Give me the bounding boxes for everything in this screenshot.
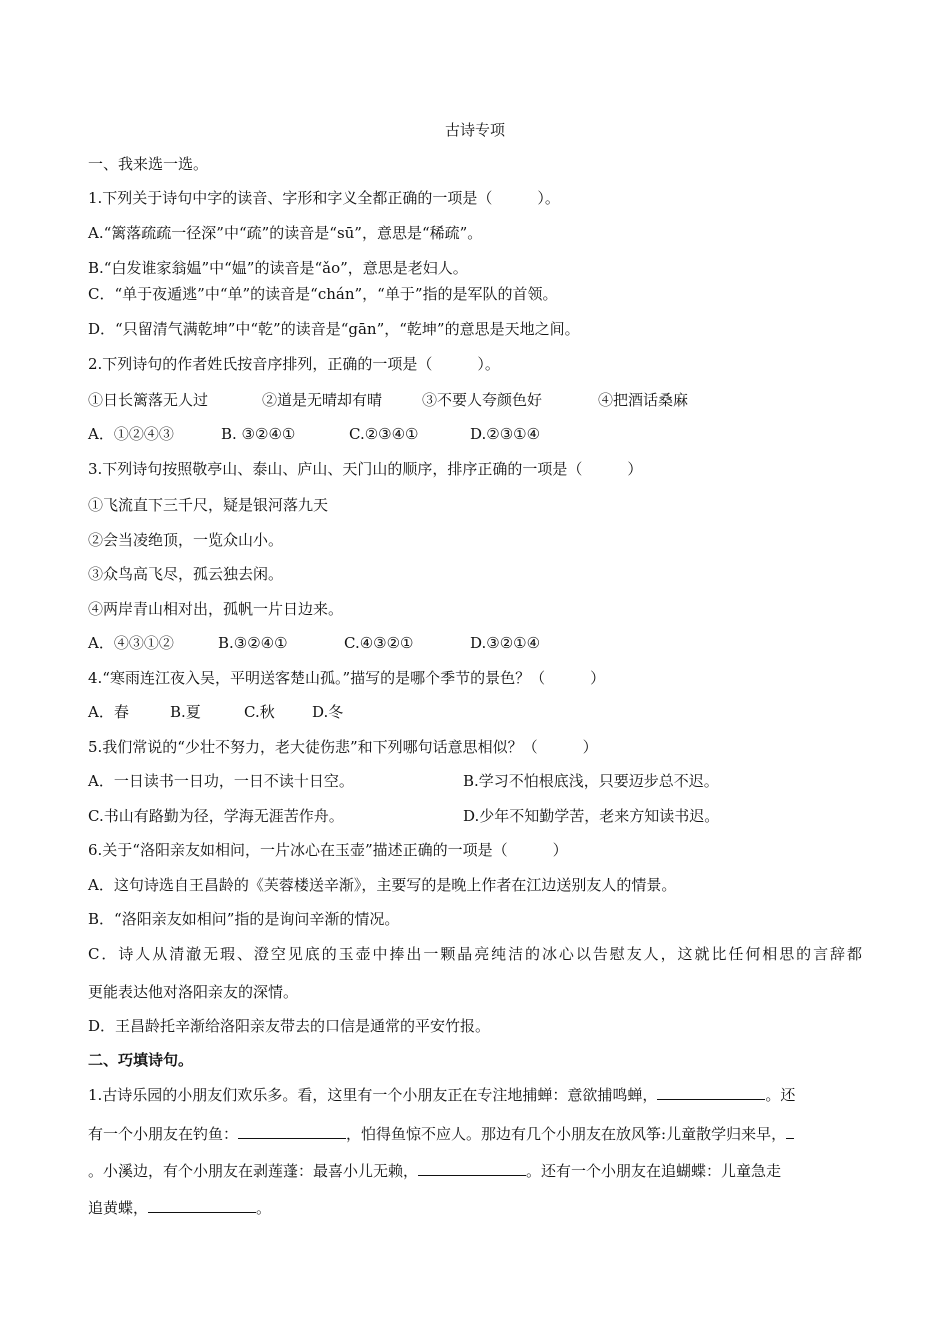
answer-blank[interactable] — [148, 1196, 256, 1213]
q3-line: ④两岸青山相对出，孤帆一片日边来。 — [88, 600, 344, 618]
q2-item: ③不要人夸颜色好 — [422, 391, 543, 409]
q6-option-a: A．这句诗选自王昌龄的《芙蓉楼送辛渐》，主要写的是晚上作者在江边送别友人的情景。 — [88, 876, 677, 894]
q3-options — [88, 632, 540, 654]
q4-option: C.秋 — [244, 703, 275, 721]
fill-text: 。还有一个小朋友在追蝴蝶：儿童急走 — [526, 1162, 782, 1180]
q6-stem: 6.关于“洛阳亲友如相问，一片冰心在玉壶”描述正确的一项是（ ） — [88, 841, 568, 859]
q1-option-c: C．“单于夜遁逃”中“单”的读音是“chán”，“单于”指的是军队的首领。 — [88, 285, 558, 303]
q5-option-c: C.书山有路勤为径，学海无涯苦作舟。 — [88, 807, 344, 825]
answer-blank[interactable] — [238, 1122, 346, 1139]
q4-option: A．春 — [88, 703, 129, 721]
q3-line: ②会当凌绝顶，一览众山小。 — [88, 531, 284, 549]
q2-option: B. ③②④① — [221, 425, 296, 443]
q2-option: A．①②④③ — [88, 425, 174, 443]
fill-text: 。 — [256, 1199, 272, 1217]
q3-stem: 3.下列诗句按照敬亭山、泰山、庐山、天门山的顺序，排序正确的一项是（ ） — [88, 460, 643, 478]
section-1-heading: 一、我来选一选。 — [88, 155, 209, 173]
answer-blank[interactable] — [657, 1083, 765, 1100]
q1-option-a: A.“篱落疏疏一径深”中“疏”的读音是“sū”，意思是“稀疏”。 — [88, 224, 483, 242]
q3-line: ①飞流直下三千尺，疑是银河落九天 — [88, 496, 329, 514]
section-2-heading: 二、巧填诗句。 — [88, 1051, 194, 1069]
q6-option-c-line2: 更能表达他对洛阳亲友的深情。 — [88, 983, 299, 1001]
q6-option-d: D．王昌龄托辛渐给洛阳亲友带去的口信是通常的平安竹报。 — [88, 1017, 491, 1035]
q3-option: B.③②④① — [218, 634, 288, 652]
fill-line-4 — [88, 1196, 271, 1219]
q2-option: D.②③①④ — [470, 425, 541, 443]
answer-blank[interactable] — [418, 1159, 526, 1176]
q1-stem: 1.下列关于诗句中字的读音、字形和字义全都正确的一项是（ ）。 — [88, 189, 560, 207]
q4-option: D.冬 — [312, 703, 344, 721]
q1-option-d: D．“只留清气满乾坤”中“乾”的读音是“gān”，“乾坤”的意思是天地之间。 — [88, 320, 580, 338]
q2-items — [88, 389, 688, 411]
q4-options — [88, 701, 343, 723]
q2-item: ①日长篱落无人过 — [88, 391, 209, 409]
fill-text: 。还 — [765, 1086, 796, 1104]
page-title: 古诗专项 — [444, 121, 505, 139]
fill-line-2 — [88, 1122, 794, 1145]
fill-text: 追黄蝶， — [88, 1199, 149, 1217]
q3-option: A．④③①② — [88, 634, 174, 652]
q2-item: ②道是无晴却有晴 — [262, 391, 383, 409]
q5-option-d: D.少年不知勤学苦，老来方知读书迟。 — [463, 807, 720, 825]
q3-option: C.④③②① — [344, 634, 414, 652]
q6-option-b: B．“洛阳亲友如相问”指的是询问辛渐的情况。 — [88, 910, 400, 928]
fill-line-3 — [88, 1159, 781, 1182]
fill-text: 。小溪边，有个小朋友在剥莲蓬：最喜小儿无赖， — [88, 1162, 419, 1180]
q2-option: C.②③④① — [349, 425, 419, 443]
q1-option-b: B.“白发谁家翁媪”中“媪”的读音是“ǎo”，意思是老妇人。 — [88, 259, 468, 277]
q2-item: ④把酒话桑麻 — [598, 391, 689, 409]
fill-text: ，怕得鱼惊不应人。那边有几个小朋友在放风筝:儿童散学归来早， — [346, 1125, 787, 1143]
q3-line: ③众鸟高飞尽，孤云独去闲。 — [88, 565, 284, 583]
q3-option: D.③②①④ — [470, 634, 541, 652]
fill-line-1 — [88, 1083, 795, 1106]
q2-options — [88, 423, 540, 445]
q4-option: B.夏 — [170, 703, 201, 721]
fill-text: 1.古诗乐园的小朋友们欢乐多。看，这里有一个小朋友正在专注地捕蝉：意欲捕鸣蝉， — [88, 1086, 658, 1104]
q6-option-c-line1: C．诗人从清澈无瑕、澄空见底的玉壶中捧出一颗晶亮纯洁的冰心以告慰友人，这就比任何相思的言辞都 — [88, 945, 862, 963]
q5-stem: 5.我们常说的“少壮不努力，老大徒伤悲”和下列哪句话意思相似？（ ） — [88, 738, 598, 756]
q2-stem: 2.下列诗句的作者姓氏按音序排列，正确的一项是（ ）。 — [88, 355, 500, 373]
q4-stem: 4.“寒雨连江夜入吴，平明送客楚山孤。”描写的是哪个季节的景色？（ ） — [88, 669, 606, 687]
q5-option-b: B.学习不怕根底浅，只要迈步总不迟。 — [463, 772, 719, 790]
fill-text: 有一个小朋友在钓鱼： — [88, 1125, 239, 1143]
q5-option-a: A．一日读书一日功，一日不读十日空。 — [88, 772, 354, 790]
answer-blank[interactable] — [786, 1122, 794, 1139]
